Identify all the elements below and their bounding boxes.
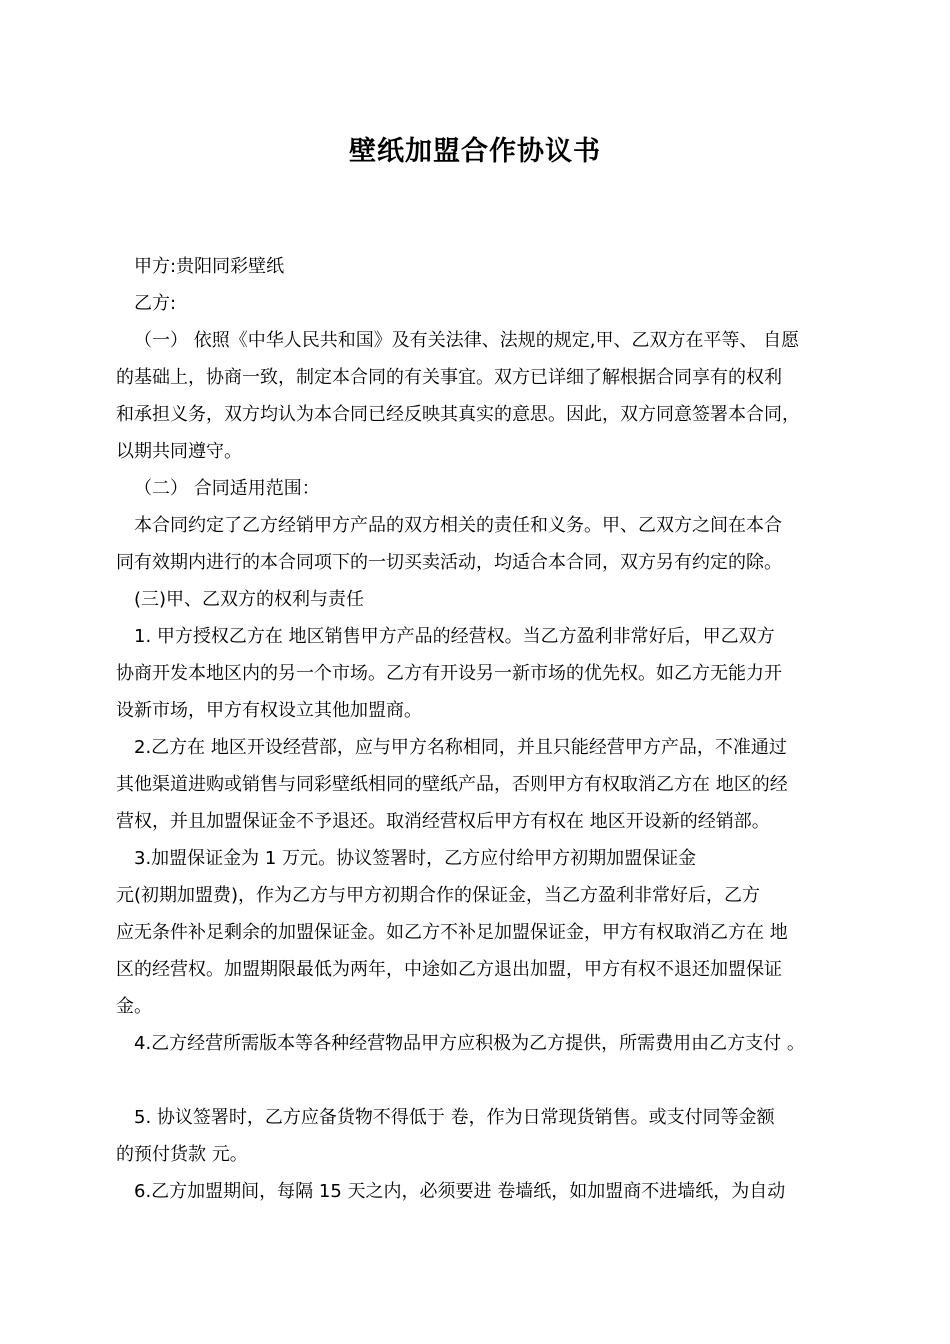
document-title: 壁纸加盟合作协议书 <box>349 136 601 167</box>
clause-line: 2.乙方在 地区开设经营部，应与甲方名称相同，并且只能经营甲方产品，不准通过 <box>134 737 787 758</box>
paragraph-gap <box>116 1062 856 1099</box>
clause-line: 区的经营权。加盟期限最低为两年，中途如乙方退出加盟，甲方有权不退还加盟保证 <box>116 959 782 980</box>
paragraph-line: （一） 依照《中华人民共和国》及有关法律、法规的规定,甲、乙双方在平等、 自愿 <box>134 330 800 351</box>
clause-line: 设新市场，甲方有权设立其他加盟商。 <box>116 700 422 721</box>
party-a-line: 甲方:贵阳同彩壁纸 <box>134 256 285 277</box>
clause-line: 的预付货款 元。 <box>116 1144 248 1165</box>
paragraph-line: 和承担义务，双方均认为本合同已经反映其真实的意思。因此，双方同意签署本合同， <box>116 404 800 425</box>
clause-line: 应无条件补足剩余的加盟保证金。如乙方不补足加盟保证金，甲方有权取消乙方在 地 <box>116 922 788 943</box>
clause-line: 其他渠道进购或销售与同彩壁纸相同的壁纸产品，否则甲方有权取消乙方在 地区的经 <box>116 774 788 795</box>
clause-line: 4.乙方经营所需版本等各种经营物品甲方应积极为乙方提供，所需费用由乙方支付 。 <box>134 1033 805 1054</box>
paragraph-line: 以期共同遵守。 <box>116 441 242 462</box>
paragraph-line: 同有效期内进行的本合同项下的一切买卖活动，均适合本合同，双方另有约定的除。 <box>116 552 782 573</box>
clause-line: 5. 协议签署时，乙方应备货物不得低于 卷，作为日常现货销售。或支付同等金额 <box>134 1107 775 1128</box>
clause-line: 金。 <box>116 996 152 1017</box>
section-heading: （二） 合同适用范围： <box>134 478 320 499</box>
clause-line: 营权，并且加盟保证金不予退还。取消经营权后甲方有权在 地区开设新的经销部。 <box>116 811 770 832</box>
document-body <box>116 248 856 1210</box>
clause-line: 3.加盟保证金为 1 万元。协议签署时，乙方应付给甲方初期加盟保证金 <box>134 848 697 869</box>
clause-line: 元(初期加盟费)，作为乙方与甲方初期合作的保证金，当乙方盈利非常好后，乙方 <box>116 885 761 906</box>
clause-line: 1. 甲方授权乙方在 地区销售甲方产品的经营权。当乙方盈利非常好后，甲乙双方 <box>134 626 775 647</box>
paragraph-line: 的基础上，协商一致，制定本合同的有关事宜。双方已详细了解根据合同享有的权利 <box>116 367 782 388</box>
paragraph-line: 本合同约定了乙方经销甲方产品的双方相关的责任和义务。甲、乙双方之间在本合 <box>134 515 782 536</box>
party-b-line: 乙方: <box>134 293 177 314</box>
clause-line: 6.乙方加盟期间，每隔 15 天之内，必须要进 卷墙纸，如加盟商不进墙纸，为自动 <box>134 1181 786 1202</box>
section-heading: (三)甲、乙双方的权利与责任 <box>134 589 365 610</box>
clause-line: 协商开发本地区内的另一个市场。乙方有开设另一新市场的优先权。如乙方无能力开 <box>116 663 782 684</box>
